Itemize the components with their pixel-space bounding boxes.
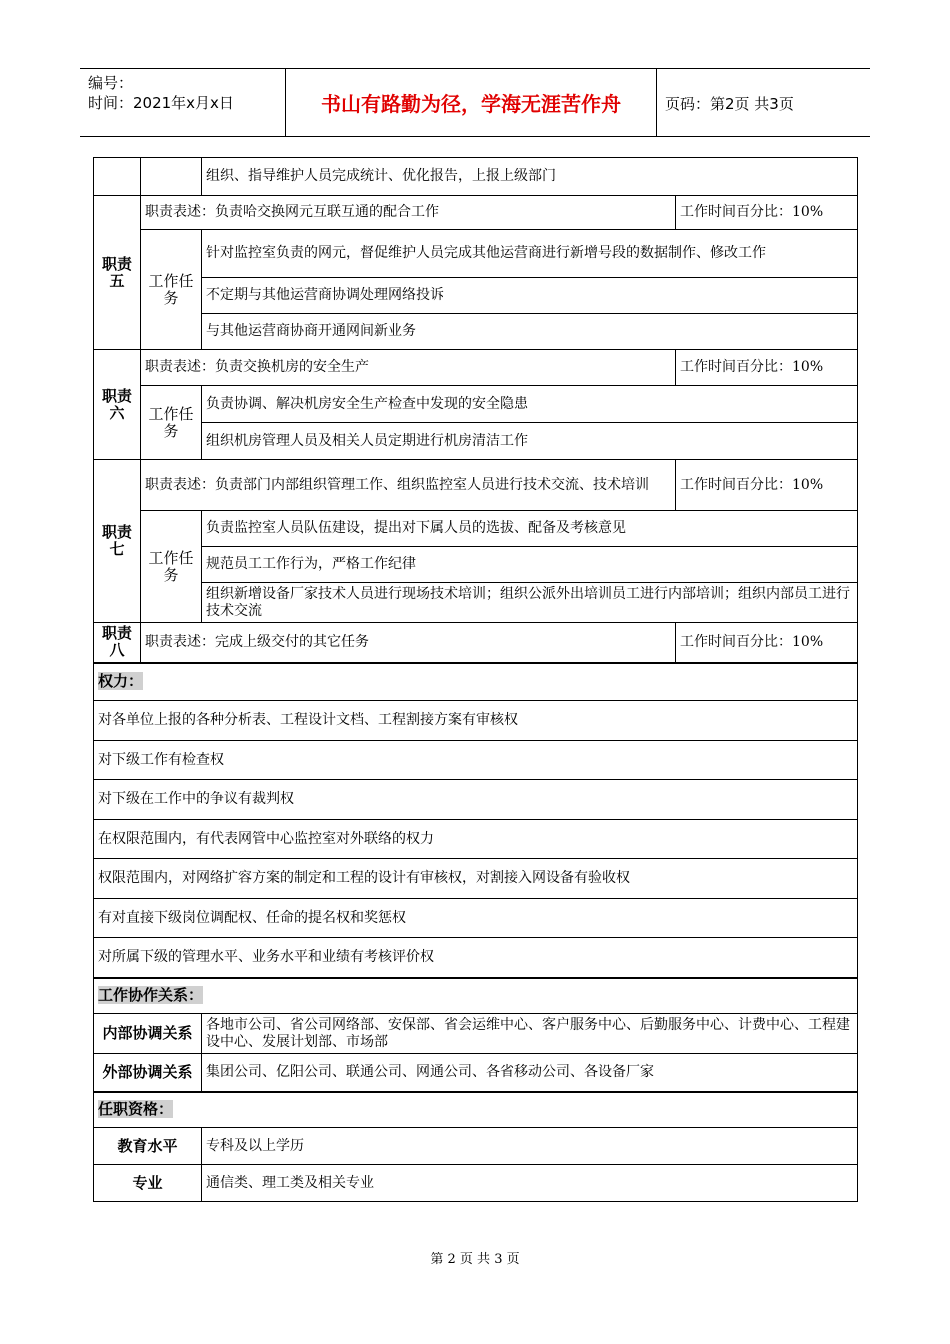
internal-relations-label: 内部协调关系 xyxy=(94,1014,202,1054)
duty-six-task-label: 工作任务 xyxy=(141,386,202,460)
table-row xyxy=(94,978,858,1014)
table-row xyxy=(94,511,858,547)
page-number-label: 页码：第2页 共3页 xyxy=(665,95,794,113)
power-item: 对各单位上报的各种分析表、工程设计文档、工程割接方案有审核权 xyxy=(94,701,858,741)
power-item: 权限范围内，对网络扩容方案的制定和工程的设计有审核权，对割接入网设备有验收权 xyxy=(94,859,858,899)
duty-seven-task: 规范员工工作行为，严格工作纪律 xyxy=(202,547,858,583)
duty-five-task-label: 工作任务 xyxy=(141,230,202,350)
duty-six-task: 组织机房管理人员及相关人员定期进行机房清洁工作 xyxy=(202,423,858,460)
duty-six-task: 负责协调、解决机房安全生产检查中发现的安全隐患 xyxy=(202,386,858,423)
internal-relations-value: 各地市公司、省公司网络部、安保部、省会运维中心、客户服务中心、后勤服务中心、计费中心、工程建设中心、发展计划部、市场部 xyxy=(202,1014,858,1054)
duty-seven-task-label: 工作任务 xyxy=(141,511,202,623)
duty-eight-desc: 职责表述：完成上级交付的其它任务 xyxy=(141,623,676,663)
duty-seven-pct: 工作时间百分比：10% xyxy=(676,460,858,511)
powers-section-title xyxy=(94,663,858,701)
qualifications-title: 任职资格： xyxy=(98,1100,174,1119)
table-row xyxy=(94,1092,858,1128)
table-row xyxy=(94,780,858,820)
relations-title: 工作协作关系： xyxy=(98,986,204,1005)
power-item: 在权限范围内，有代表网管中心监控室对外联络的权力 xyxy=(94,820,858,859)
table-row xyxy=(94,820,858,859)
table-row xyxy=(94,423,858,460)
table-row xyxy=(94,1014,858,1054)
duty-five-pct: 工作时间百分比：10% xyxy=(676,196,858,230)
duty-six-desc: 职责表述：负责交换机房的安全生产 xyxy=(141,350,676,386)
table-row xyxy=(94,314,858,350)
date-label: 时间：2021年x月x日 xyxy=(88,94,234,112)
motto: 书山有路勤为径，学海无涯苦作舟 xyxy=(285,69,657,136)
table-row xyxy=(94,278,858,314)
power-item: 对所属下级的管理水平、业务水平和业绩有考核评价权 xyxy=(94,938,858,978)
page-footer: 第 2 页 共 3 页 xyxy=(430,1252,520,1267)
table-row xyxy=(94,547,858,583)
external-relations-value: 集团公司、亿阳公司、联通公司、网通公司、各省移动公司、各设备厂家 xyxy=(202,1054,858,1092)
education-label: 教育水平 xyxy=(94,1128,202,1165)
table-row xyxy=(94,460,858,511)
table-row xyxy=(94,1165,858,1202)
duty-five-task: 与其他运营商协商开通网间新业务 xyxy=(202,314,858,350)
table-row xyxy=(94,350,858,386)
header-info xyxy=(88,73,234,113)
table-row xyxy=(94,663,858,701)
powers-title: 权力： xyxy=(98,672,144,691)
table-row xyxy=(94,196,858,230)
table-row xyxy=(94,701,858,741)
duty-eight-title: 职责八 xyxy=(94,623,141,663)
duty-six-title: 职责六 xyxy=(94,350,141,460)
education-value: 专科及以上学历 xyxy=(202,1128,858,1165)
number-label: 编号： xyxy=(88,74,134,92)
table-row xyxy=(94,741,858,780)
table-row xyxy=(94,583,858,623)
external-relations-label: 外部协调关系 xyxy=(94,1054,202,1092)
duty-five-task: 不定期与其他运营商协调处理网络投诉 xyxy=(202,278,858,314)
table-row xyxy=(94,938,858,978)
job-description-table xyxy=(93,157,858,1202)
major-value: 通信类、理工类及相关专业 xyxy=(202,1165,858,1202)
table-row xyxy=(94,899,858,938)
duty-seven-desc: 职责表述：负责部门内部组织管理工作、组织监控室人员进行技术交流、技术培训 xyxy=(141,460,676,511)
duty-five-task: 针对监控室负责的网元，督促维护人员完成其他运营商进行新增号段的数据制作、修改工作 xyxy=(202,230,858,278)
duty-seven-title: 职责七 xyxy=(94,460,141,623)
duty-six-pct: 工作时间百分比：10% xyxy=(676,350,858,386)
duty-seven-task: 组织新增设备厂家技术人员进行现场技术培训；组织公派外出培训员工进行内部培训；组织内部员工进行技术交流 xyxy=(202,583,858,623)
table-row xyxy=(94,158,858,196)
relations-section-title xyxy=(94,978,858,1014)
continued-task: 组织、指导维护人员完成统计、优化报告，上报上级部门 xyxy=(202,158,858,196)
power-item: 有对直接下级岗位调配权、任命的提名权和奖惩权 xyxy=(94,899,858,938)
qualifications-section-title xyxy=(94,1092,858,1128)
power-item: 对下级在工作中的争议有裁判权 xyxy=(94,780,858,820)
table-row xyxy=(94,623,858,663)
duty-five-title: 职责五 xyxy=(94,196,141,350)
power-item: 对下级工作有检查权 xyxy=(94,741,858,780)
table-row xyxy=(94,1054,858,1092)
table-row xyxy=(94,1128,858,1165)
page-header xyxy=(80,68,870,137)
duty-five-desc: 职责表述：负责哈交换网元互联互通的配合工作 xyxy=(141,196,676,230)
table-row xyxy=(94,230,858,278)
table-row xyxy=(94,386,858,423)
duty-seven-task: 负责监控室人员队伍建设，提出对下属人员的选拔、配备及考核意见 xyxy=(202,511,858,547)
major-label: 专业 xyxy=(94,1165,202,1202)
table-row xyxy=(94,859,858,899)
duty-eight-pct: 工作时间百分比：10% xyxy=(676,623,858,663)
